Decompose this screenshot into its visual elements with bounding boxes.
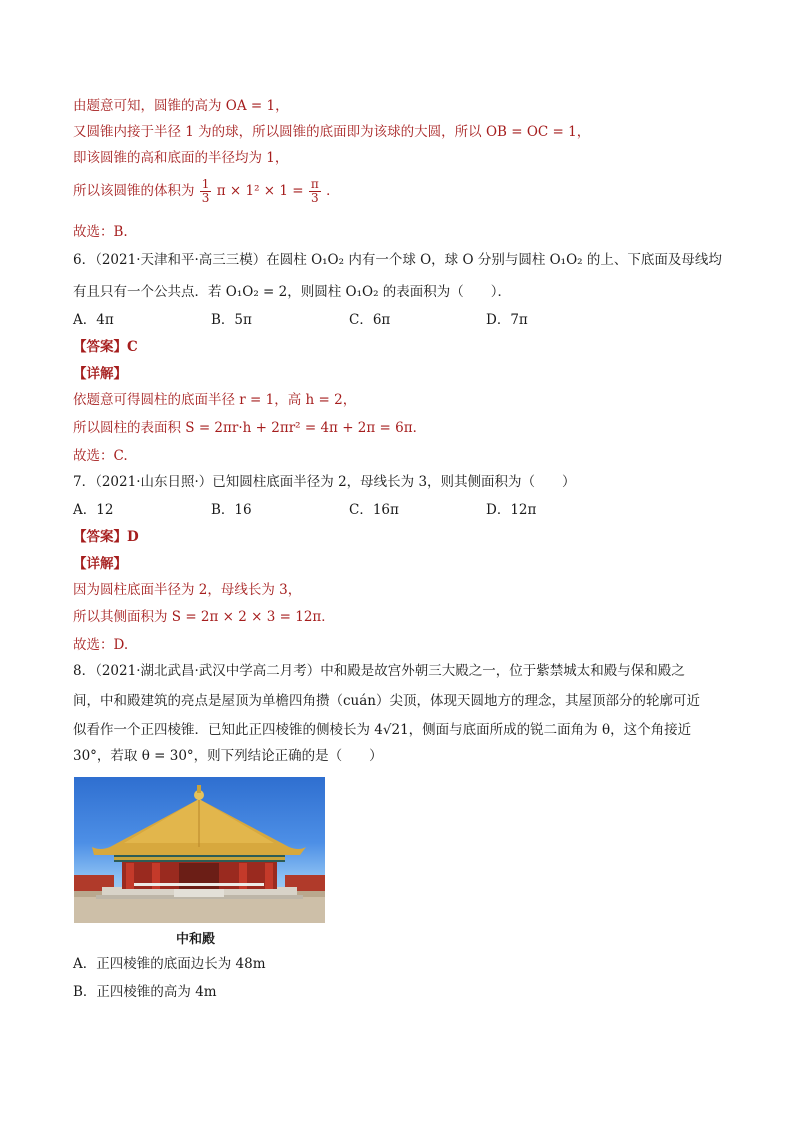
question-6-line-1: 6．（2021·天津和平·高三三模）在圆柱 O₁O₂ 内有一个球 O，球 O 分别与圆柱 O₁O₂ 的上、下底面及母线均 (73, 252, 722, 268)
solution-line-1: 由题意可知，圆锥的高为 OA = 1， (73, 98, 289, 114)
q7-solution-2: 所以其侧面积为 S = 2π × 2 × 3 = 12π． (73, 609, 335, 625)
question-7-line-1: 7．（2021·山东日照·）已知圆柱底面半径为 2，母线长为 3，则其侧面积为（ ） (73, 474, 576, 490)
q7-detail-heading: 【详解】 (73, 556, 127, 572)
question-8-line-3: 似看作一个正四棱锥．已知此正四棱锥的侧棱长为 4√21，侧面与底面所成的锐二面角为 θ，这个角接近 (73, 722, 692, 738)
q7-option-d: D．12π (486, 502, 537, 518)
q6-option-c: C．6π (349, 312, 391, 328)
q6-answer: 【答案】C (73, 339, 138, 355)
q7-answer: 【答案】D (73, 529, 139, 545)
q6-solution-2: 所以圆柱的表面积 S = 2πr·h + 2πr² = 4π + 2π = 6π． (73, 420, 427, 436)
solution-line-3: 即该圆锥的高和底面的半径均为 1， (73, 150, 289, 166)
q7-solution-1: 因为圆柱底面半径为 2，母线长为 3， (73, 582, 302, 598)
zhonghe-hall-photo (74, 777, 325, 923)
fraction-one-third: $\frac{1}{3}$ (201, 177, 210, 205)
solution-line-4: 所以该圆锥的体积为 $\frac{1}{3}$ π × 1² × 1 = $\frac{\pi}{3}$ ． (73, 177, 340, 205)
photo-caption: 中和殿 (176, 932, 216, 947)
question-8-line-2: 间，中和殿建筑的亮点是屋顶为单檐四角攒（cuán）尖顶，体现天圆地方的理念，其屋顶部分的轮廓可近 (73, 693, 700, 709)
fraction-pi-third: $\frac{\pi}{3}$ (310, 177, 319, 205)
q8-option-b: B．正四棱锥的高为 4m (73, 984, 217, 1000)
q6-option-a: A．4π (73, 312, 114, 328)
solution-line-2: 又圆锥内接于半径 1 为的球，所以圆锥的底面即为该球的大圆，所以 OB = OC = 1， (73, 124, 591, 140)
q7-solution-3: 故选：D. (73, 637, 129, 653)
question-8-line-1: 8．（2021·湖北武昌·武汉中学高二月考）中和殿是故宫外朝三大殿之一，位于紫禁城太和殿与保和殿之 (73, 663, 685, 679)
question-6-line-2: 有且只有一个公共点．若 O₁O₂ = 2，则圆柱 O₁O₂ 的表面积为（ ）． (73, 284, 512, 300)
q7-option-c: C．16π (349, 502, 399, 518)
q6-detail-heading: 【详解】 (73, 366, 127, 382)
volume-expression: π × 1² × 1 = (216, 183, 304, 199)
q6-option-d: D．7π (486, 312, 528, 328)
q8-option-a: A．正四棱锥的底面边长为 48m (73, 956, 266, 972)
q6-option-b: B．5π (211, 312, 252, 328)
volume-text: 所以该圆锥的体积为 (73, 183, 195, 199)
q6-solution-1: 依题意可得圆柱的底面半径 r = 1，高 h = 2， (73, 392, 357, 408)
q6-solution-3: 故选：C. (73, 448, 128, 464)
question-8-line-4: 30°，若取 θ = 30°，则下列结论正确的是（ ） (73, 748, 383, 764)
solution-choice: 故选：B. (73, 224, 128, 240)
hall-illustration (74, 777, 325, 923)
q7-option-b: B．16 (211, 502, 252, 518)
q7-option-a: A．12 (73, 502, 114, 518)
